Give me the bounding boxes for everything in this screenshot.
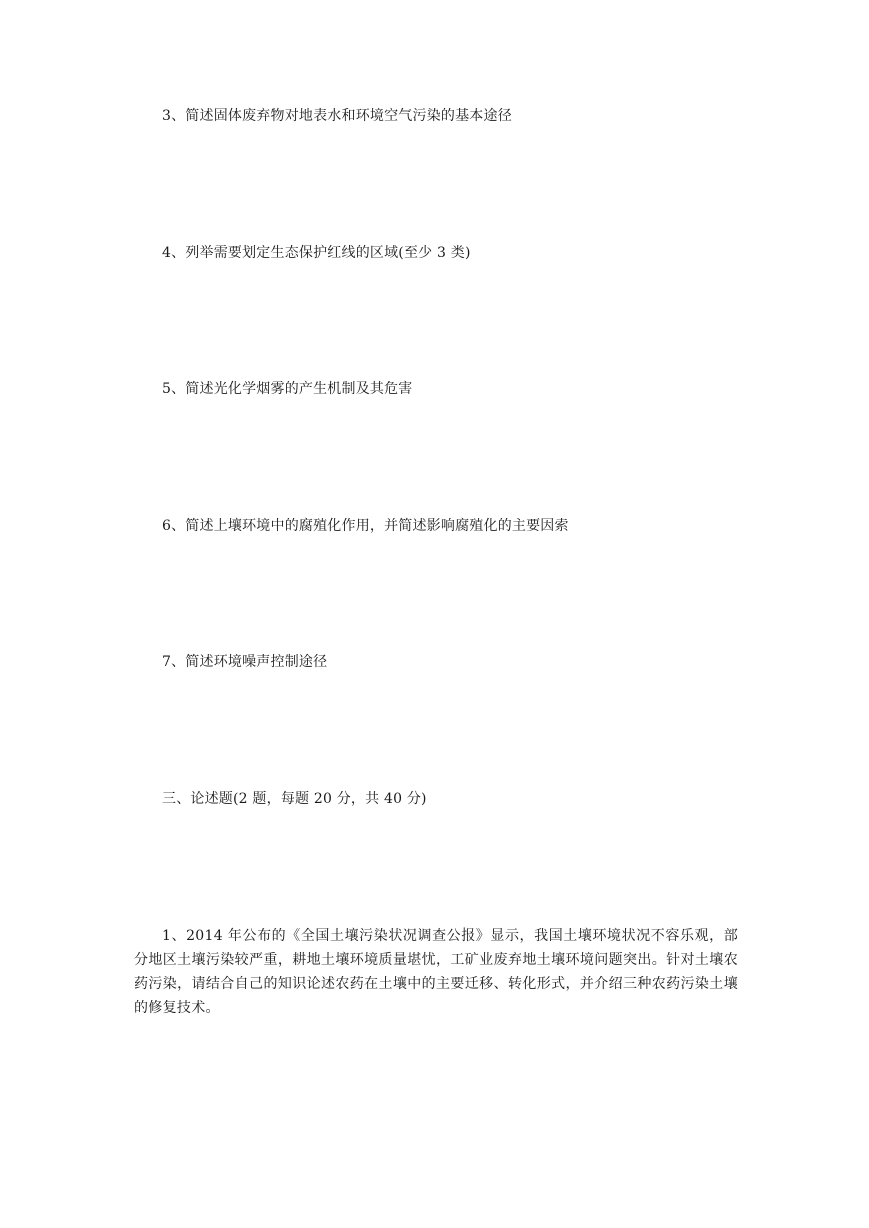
- question-5: 5、简述光化学烟雾的产生机制及其危害: [162, 381, 413, 397]
- essay-question-1: 1、2014 年公布的《全国土壤污染状况调查公报》显示，我国土壤环境状况不容乐观，部分地区土壤污染较严重，耕地土壤环境质量堪忧，工矿业废弃地土壤环境问题突出。针对土壤农药污染，请结合自己的知识论述农药在土壤中的主要迁移、转化形式，并介绍三种农药污染土壤的修复技术。: [134, 928, 738, 1016]
- question-7: 7、简述环境噪声控制途径: [162, 654, 328, 670]
- question-6: 6、简述上壤环境中的腐殖化作用，并简述影响腐殖化的主要因索: [162, 518, 569, 534]
- question-3: 3、简述固体废弃物对地表水和环境空气污染的基本途径: [162, 108, 512, 124]
- section-heading-essay: 三、论述题(2 题，每题 20 分，共 40 分): [162, 791, 427, 807]
- question-4: 4、列举需要划定生态保护红线的区域(至少 3 类): [162, 245, 471, 261]
